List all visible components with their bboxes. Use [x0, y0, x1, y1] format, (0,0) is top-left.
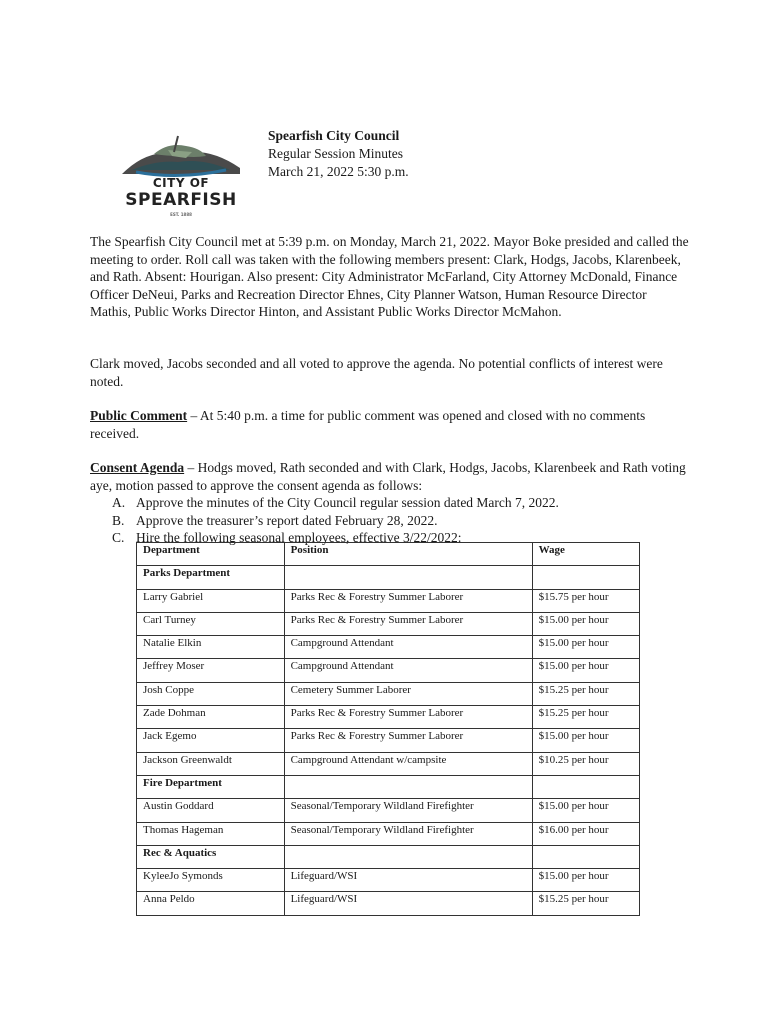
table-body	[137, 566, 640, 915]
table-cell-empty	[284, 845, 532, 868]
consent-agenda-paragraph	[90, 459, 690, 494]
wage-cell: $10.25 per hour	[532, 752, 639, 775]
table-row	[137, 636, 640, 659]
consent-agenda-text: – Hodgs moved, Rath seconded and with Clark, Hodgs, Jacobs, Klarenbeek and Rath voting aye, motion passed to approve the consent agenda as follows:	[90, 460, 686, 493]
employee-name-cell: Larry Gabriel	[137, 589, 285, 612]
table-cell-empty	[284, 775, 532, 798]
seasonal-employees-table	[136, 542, 640, 916]
logo-city-of: CITY OF	[152, 176, 210, 190]
position-cell: Parks Rec & Forestry Summer Laborer	[284, 706, 532, 729]
position-cell: Seasonal/Temporary Wildland Firefighter	[284, 799, 532, 822]
employee-name-cell: Jack Egemo	[137, 729, 285, 752]
table-section-row	[137, 845, 640, 868]
wage-cell: $15.75 per hour	[532, 589, 639, 612]
wage-cell: $15.25 per hour	[532, 706, 639, 729]
wage-cell: $15.00 per hour	[532, 729, 639, 752]
public-comment-heading: Public Comment	[90, 408, 188, 423]
table-row	[137, 659, 640, 682]
employee-name-cell: KyleeJo Symonds	[137, 869, 285, 892]
table-cell-empty	[532, 845, 639, 868]
section-label: Rec & Aquatics	[137, 845, 285, 868]
column-header-position: Position	[284, 543, 532, 566]
employee-name-cell: Austin Goddard	[137, 799, 285, 822]
document-title: Spearfish City Council	[268, 128, 400, 143]
position-cell: Campground Attendant	[284, 659, 532, 682]
section-label: Fire Department	[137, 775, 285, 798]
wage-cell: $15.00 per hour	[532, 612, 639, 635]
position-cell: Lifeguard/WSI	[284, 869, 532, 892]
city-logo	[108, 128, 254, 220]
employee-name-cell: Jeffrey Moser	[137, 659, 285, 682]
logo-city-name: SPEARFISH	[125, 190, 237, 210]
logo-established: EST. 1888	[170, 212, 192, 217]
employee-name-cell: Jackson Greenwaldt	[137, 752, 285, 775]
wage-cell: $15.00 per hour	[532, 659, 639, 682]
table-row	[137, 869, 640, 892]
wage-cell: $15.00 per hour	[532, 799, 639, 822]
table-row	[137, 706, 640, 729]
list-item-text: Approve the minutes of the City Council regular session dated March 7, 2022.	[136, 495, 559, 510]
list-item-text: Approve the treasurer’s report dated February 28, 2022.	[136, 512, 438, 528]
table-section-row	[137, 566, 640, 589]
table-row	[137, 682, 640, 705]
employee-name-cell: Anna Peldo	[137, 892, 285, 915]
document-subtitle: Regular Session Minutes	[268, 146, 403, 161]
position-cell: Parks Rec & Forestry Summer Laborer	[284, 589, 532, 612]
consent-items-list	[112, 494, 559, 547]
table-row	[137, 752, 640, 775]
employee-name-cell: Natalie Elkin	[137, 636, 285, 659]
table-cell-empty	[532, 566, 639, 589]
table-cell-empty	[284, 566, 532, 589]
table-row	[137, 589, 640, 612]
agenda-paragraph: Clark moved, Jacobs seconded and all voted to approve the agenda. No potential conflicts of interest were noted.	[90, 356, 663, 389]
table-row	[137, 892, 640, 915]
wage-cell: $15.25 per hour	[532, 892, 639, 915]
list-item-letter: A.	[112, 495, 126, 510]
list-item-letter: B.	[112, 512, 125, 528]
employee-name-cell: Zade Dohman	[137, 706, 285, 729]
opening-paragraph: The Spearfish City Council met at 5:39 p.m. on Monday, March 21, 2022. Mayor Boke presided and called the meeting to order. Roll call was taken with the following members present: Clark, Hodgs, Jacobs, Klarenbeek, and Rath. Absent: Hourigan. Also present: City Administrator McFarland, City Attorney McDonald, Finance Officer DeNeui, Parks and Recreation Director Ehnes, City Planner Watson, Human Resource Director Mathis, Public Works Director Hinton, and Assistant Public Works Director McMahon.	[90, 234, 689, 319]
list-item-letter: C.	[112, 530, 125, 545]
table-row	[137, 612, 640, 635]
consent-agenda-heading: Consent Agenda	[90, 460, 185, 475]
employee-name-cell: Carl Turney	[137, 612, 285, 635]
wage-cell: $15.00 per hour	[532, 869, 639, 892]
position-cell: Lifeguard/WSI	[284, 892, 532, 915]
list-item	[112, 494, 559, 512]
position-cell: Seasonal/Temporary Wildland Firefighter	[284, 822, 532, 845]
column-header-wage: Wage	[532, 543, 639, 566]
wage-cell: $15.25 per hour	[532, 682, 639, 705]
document-header	[268, 127, 409, 181]
list-item-text: Hire the following seasonal employees, effective 3/22/2022:	[136, 530, 462, 545]
position-cell: Parks Rec & Forestry Summer Laborer	[284, 729, 532, 752]
column-header-department: Department	[137, 543, 285, 566]
wage-cell: $15.00 per hour	[532, 636, 639, 659]
wage-cell: $16.00 per hour	[532, 822, 639, 845]
section-label: Parks Department	[137, 566, 285, 589]
employee-name-cell: Josh Coppe	[137, 682, 285, 705]
list-item	[112, 512, 559, 530]
position-cell: Parks Rec & Forestry Summer Laborer	[284, 612, 532, 635]
table-row	[137, 822, 640, 845]
meeting-date: March 21, 2022 5:30 p.m.	[268, 164, 409, 179]
public-comment-text: – At 5:40 p.m. a time for public comment was opened and closed with no comments received.	[90, 408, 646, 441]
employee-name-cell: Thomas Hageman	[137, 822, 285, 845]
position-cell: Cemetery Summer Laborer	[284, 682, 532, 705]
table-header-row	[137, 543, 640, 566]
position-cell: Campground Attendant w/campsite	[284, 752, 532, 775]
table-row	[137, 799, 640, 822]
position-cell: Campground Attendant	[284, 636, 532, 659]
table-section-row	[137, 775, 640, 798]
table-cell-empty	[532, 775, 639, 798]
public-comment-paragraph	[90, 407, 690, 442]
table-row	[137, 729, 640, 752]
